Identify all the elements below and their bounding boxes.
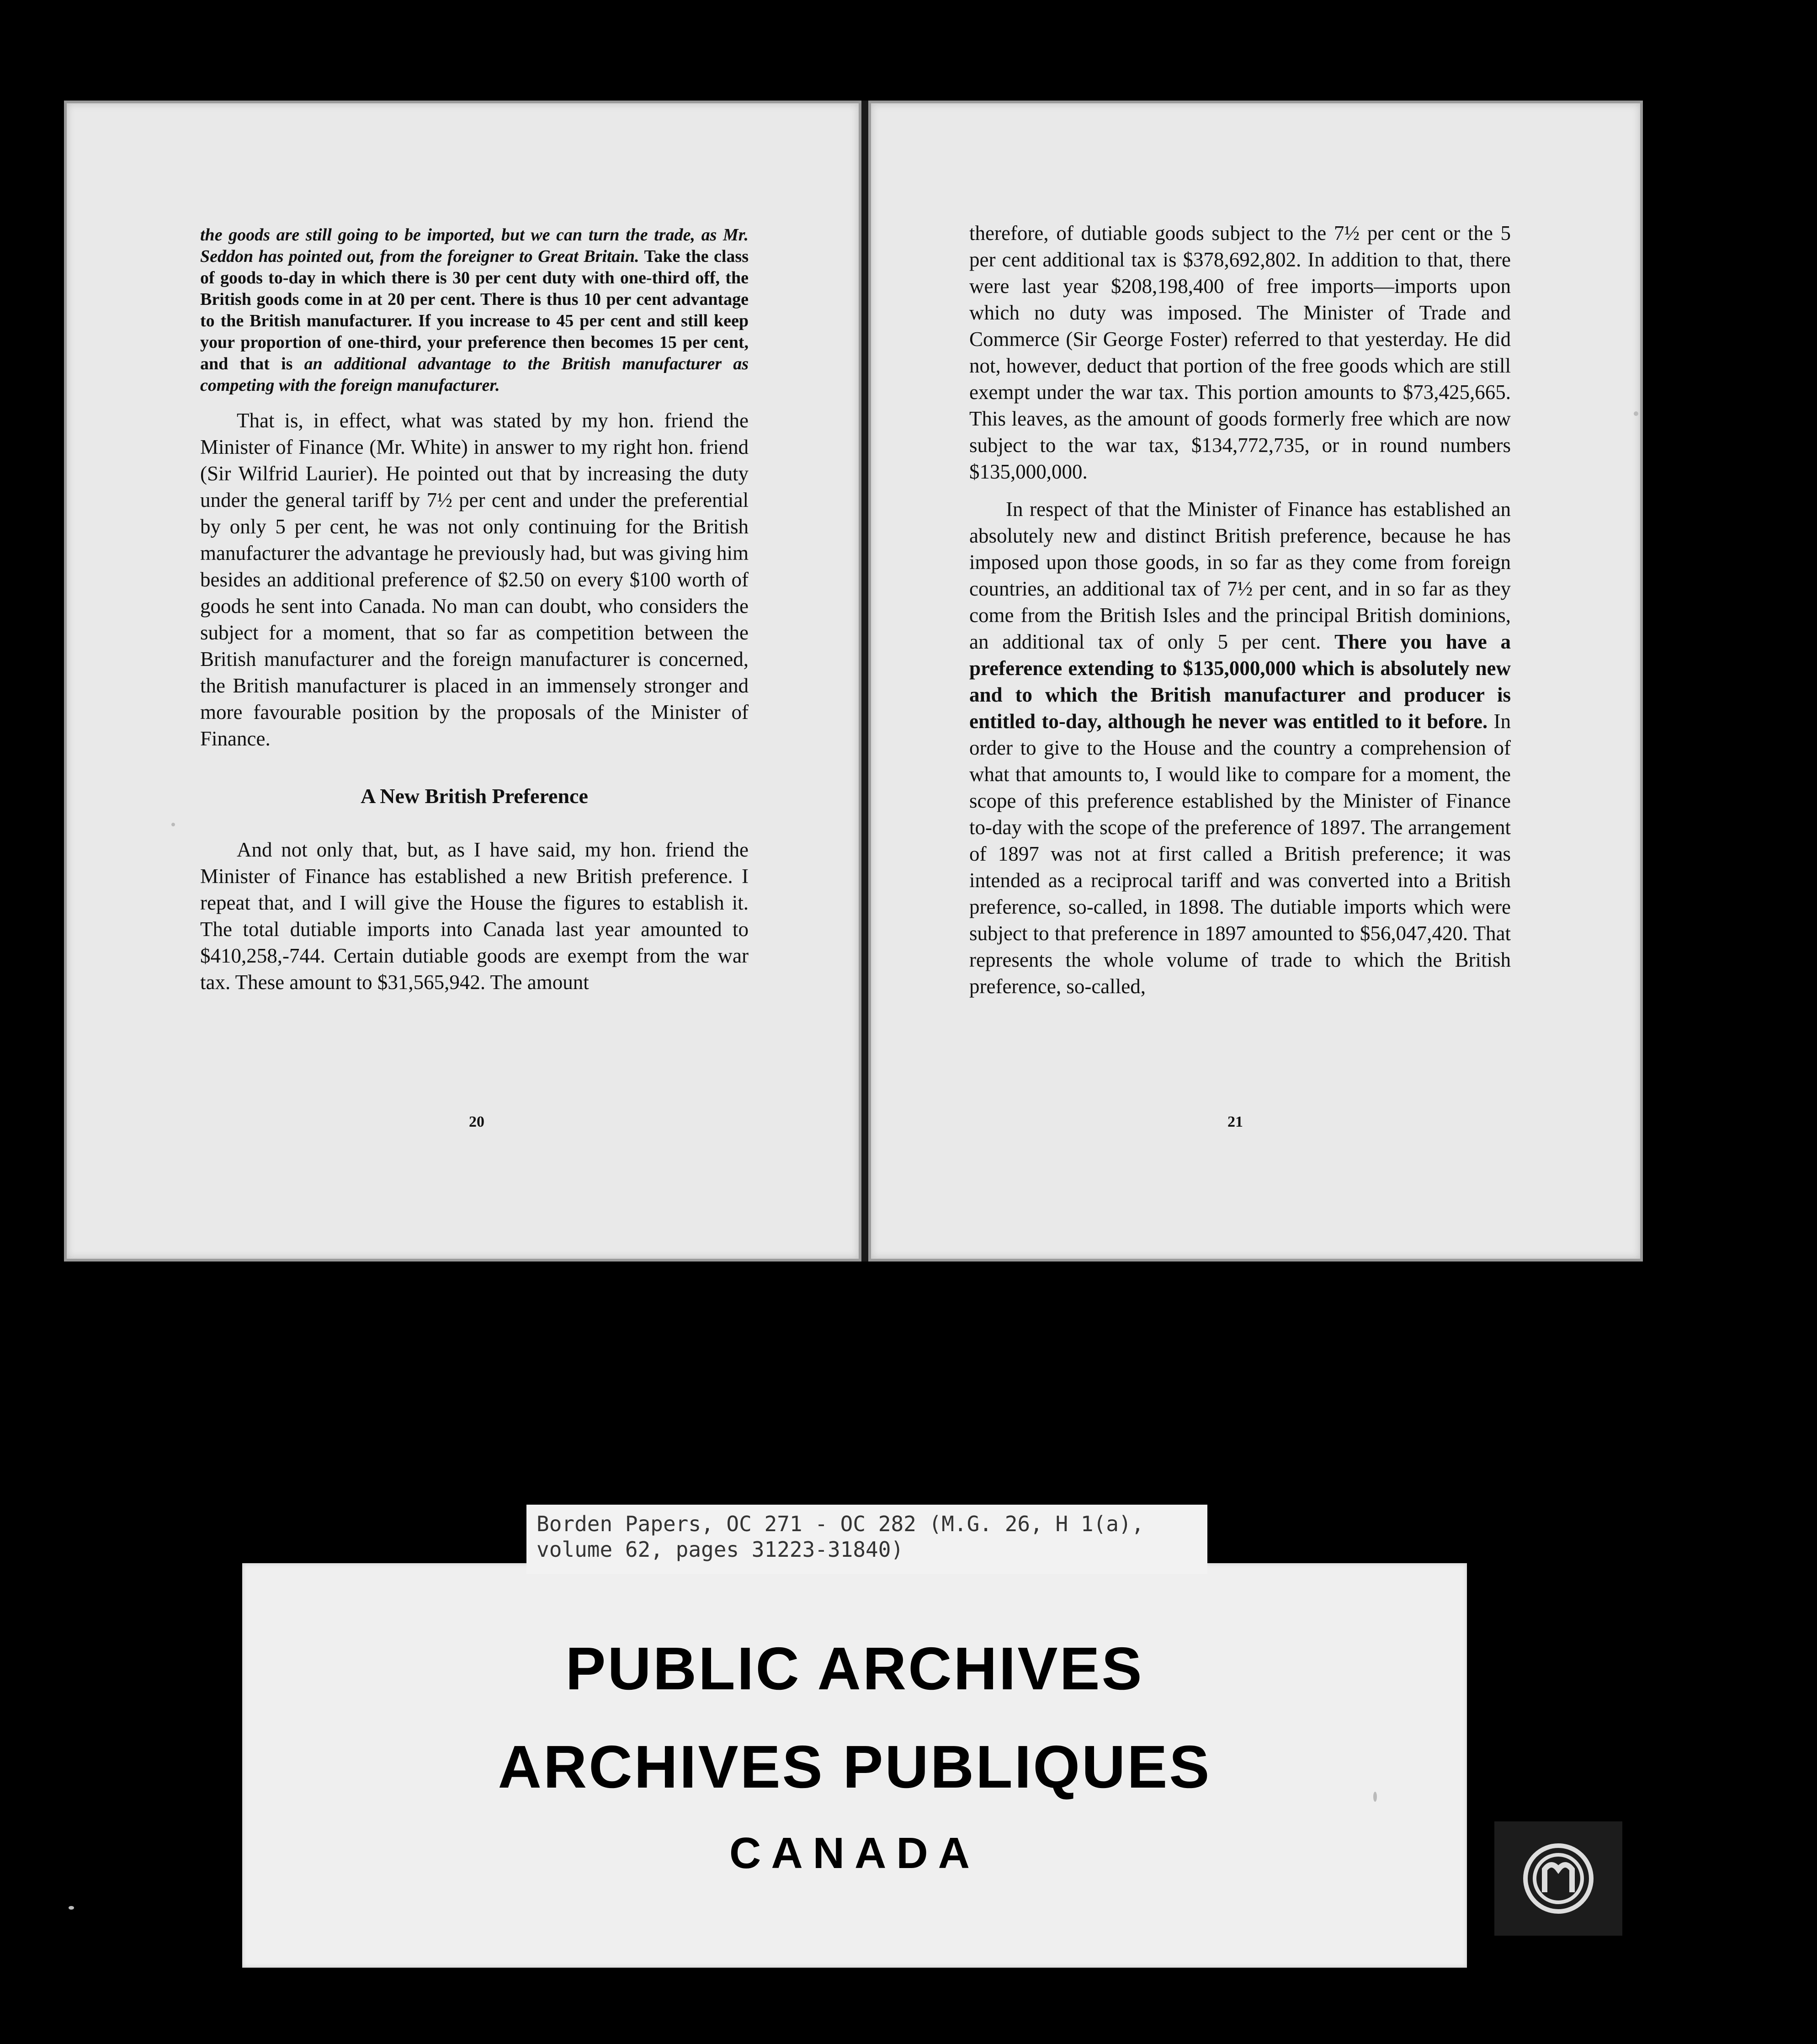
archive-country: CANADA [729,1829,980,1878]
left-paragraph-2: And not only that, but, as I have said, my hon. friend the Minister of Finance has established a new British preference. I repeat that, and I will give the House the figures to establish it. The total dutiable imports into Canada last year amounted to $410,258,-744. Certain dutiable goods are exempt from the war tax. These amount to $31,565,942. The amount [200,838,749,994]
microfilm-logo-icon [1513,1840,1604,1917]
right-paragraph-1: therefore, of dutiable goods subject to the 7½ per cent or the 5 per cent additional tax is $378,692,802. In addition to that, there were last year $208,198,400 of free imports—imports upon which no duty was imposed. The Minister of Trade and Commerce (Sir George Foster) referred to that yesterday. He did not, however, deduct that portion of the free goods which are still exempt under the war tax. This portion amounts to $73,425,665. This leaves, as the amount of goods formerly free which are now subject to the war tax, $134,772,735, or in round numbers $135,000,000. [969,222,1511,483]
book-spine [861,101,868,1262]
quoted-passage [200,224,749,396]
reference-line-1: Borden Papers, OC 271 - OC 282 (M.G. 26, H 1(a), [537,1512,1144,1536]
left-paragraph-1: That is, in effect, what was stated by my hon. friend the Minister of Finance (Mr. White) in answer to my right hon. friend (Sir Wilfrid Laurier). He pointed out that by increasing the duty under the general tariff by 7½ per cent and under the preferential by only 5 per cent, he was not only continuing for the British manufacturer the advantage he previously had, but was giving him besides an additional preference of $2.50 on every $100 worth of goods he sent into Canada. No man can doubt, who considers the subject for a moment, that so far as competition between the British manufacturer and the foreign manufacturer is concerned, the British manufacturer is placed in an immensely stronger and more favourable position by the proposals of the Minister of Finance. [200,409,749,750]
quote-roman-part: Take the class of goods to-day in which there is 30 per cent duty with one-third off, the British goods come in at 20 per cent. There is thus 10 per cent advantage to the British manufacturer. If you increase to 45 per cent and still keep your proportion of one-third, your preference then becomes 15 per cent, and that is [200,247,749,373]
archive-target-card [242,1563,1467,1968]
quote-italic-part-1: the goods are still going to be imported, but we can turn the trade, as Mr. Seddon has pointed out, from the foreigner to Great Britain. [200,225,749,266]
page-number-left: 20 [469,1113,484,1130]
right-page [868,101,1643,1262]
microfilm-logo-box [1494,1821,1622,1936]
archive-title-english: PUBLIC ARCHIVES [565,1635,1144,1702]
page-number-right: 21 [1227,1113,1243,1130]
left-page-text-column [200,224,749,995]
film-speck [171,823,175,826]
right-paragraph-2 [969,496,1511,1000]
film-speck [1373,1792,1377,1802]
quote-italic-part-2: an additional advantage to the British manufacturer as competing with the foreign manufacturer. [200,354,749,395]
film-speck [69,1906,74,1910]
right-paragraph-2-bold-passage: There you have a preference extending to $135,000,000 which is absolutely new and to which the British manufacturer and producer is entitled to-day, although he never was entitled to it before. [969,630,1511,733]
right-paragraph-2-intro: In respect of that the Minister of Finance has established an absolutely new and distinct British preference, because he has imposed upon those goods, in so far as they come from foreign countries, an additional tax of 7½ per cent, and in so far as they come from the British Isles and the principal British dominions, an additional tax of only 5 per cent. [969,498,1511,653]
right-paragraph-2-rest: In order to give to the House and the country a comprehension of what that amounts to, I would like to compare for a moment, the scope of this preference established by the Minister of Finance to-day with the scope of the preference of 1897. The arrangement of 1897 was not at first called a British preference; it was intended as a reciprocal tariff and was converted into a British preference, so-called, in 1898. The dutiable imports which were subject to that preference in 1897 amounted to $56,047,420. That represents the whole volume of trade to which the British preference, so-called, [969,710,1511,998]
reference-line-2: volume 62, pages 31223-31840) [537,1537,904,1562]
section-heading: A New British Preference [361,784,588,808]
reference-card [526,1505,1207,1574]
film-speck [1634,411,1638,416]
left-page [64,101,861,1262]
archive-title-french: ARCHIVES PUBLIQUES [498,1733,1211,1800]
right-page-text-column [969,220,1511,1000]
